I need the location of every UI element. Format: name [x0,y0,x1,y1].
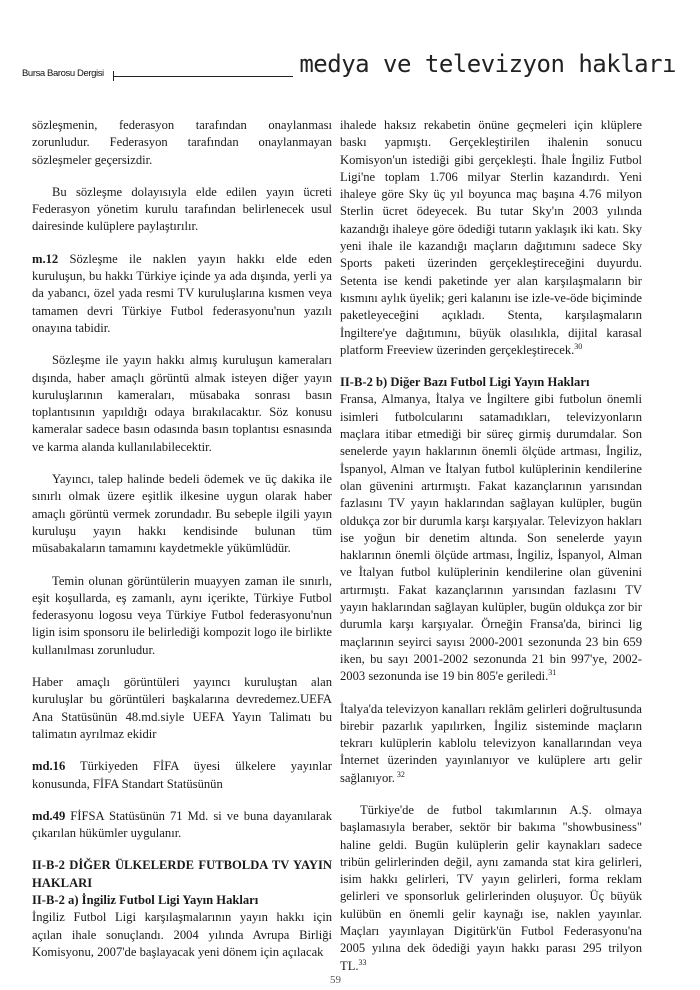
paragraph: İngiliz Futbol Ligi karşılaşmalarının yayın hakkı için açılan ihale sonuçlandı. 2004 yılında Avrupa Birliği Komisyonu, 2007'de başlayacak yeni dönem için açılacak [32,910,332,959]
subsection-heading: II-B-2 a) İngiliz Futbol Ligi Yayın Hakları [32,892,259,907]
paragraph: md.16 Türkiyeden FİFA üyesi ülkelere yayınlar konusunda, FİFA Standart Statüsünün [32,759,332,791]
page-number: 59 [330,974,341,986]
paragraph: Haber amaçlı görüntüleri yayıncı kuruluştan alan kuruluşlar bu görüntüleri başkalarına devredemez.UEFA Ana Statüsünün 48.md.siyle UEFA Yayın Talimatı bu talimatın ayrılmaz ekidir [32,675,332,741]
article-label: m.12 [32,251,59,266]
journal-name: Bursa Barosu Dergisi [22,68,104,79]
paragraph: Türkiye'de de futbol takımlarının A.Ş. olmaya başlamasıyla beraber, sektör bir bakıma "showbusiness" haline geldi. Bugün kulüplerin gelir kaynakları sadece tribün gelirlerinden değil, aynı zamanda stat kira gelirleri, isim hakkı gelirleri, TV yayın gelirleri, forma reklam gelirleri ve sponsorluk gelirlerinden oluşuyor. Üç büyük kulübün en önemli gelir kaynağı ise, naklen yayınlar. Maçları yayınlayan Digitürk'ün Futbol Federasyonu'na 2005 yılına dek ödediği yayın hakkı parası 295 trilyon TL.$^{33}$ [340,802,642,973]
paragraph: md.49 FİFSA Statüsünün 71 Md. si ve buna dayanılarak çıkarılan hükümler uygulanır. [32,808,332,841]
subsection-heading: II-B-2 b) Diğer Bazı Futbol Ligi Yayın Hakları [340,375,590,390]
paragraph: m.12 Sözleşme ile naklen yayın hakkı elde eden kuruluşun, bu hakkı Türkiye içinde ya ada dışında, yerli ya da yabancı, özel yada resmi TV kuruluşlarına kısmen veya tamamen devri Türkiye Futbol federasyonu'nun yazılı onayına tabidir. [32,251,332,335]
paragraph: sözleşmenin, federasyon tarafından onaylanması zorunludur. Federasyon tarafından onaylanmayan sözleşmeler geçersizdir. [32,118,332,167]
footnote-ref: 32 [394,769,405,779]
paragraph: Bu sözleşme dolayısıyla elde edilen yayın ücreti Federasyon yönetim kurulu tarafından belirlenecek usul dairesinde kulüplere paylaştırılır. [32,184,332,234]
paragraph: ihalede haksız rekabetin önüne geçmeleri için klüplere baskı yapmıştı. Gerçekleştirilen ihalenin sonucu Komisyon'un istediği gibi gerçekleşti. İhale İngiliz Futbol Ligi'ne toplam 1.706 milyar Sterlin kazandırdı. Yeni ihaleye göre Sky üç yıl boyunca maç başına 4.76 milyon Sterlin ücret ödeyecek. Bu tutar Sky'ın 2003 yılında kazandığı ihaleye göre ödediği tutarın yaklaşık iki katı. Sky yeni ihale ile kazandığı maçların dağıtımını sadece Sky Sports paketi üzerinden gerçekleştireceğini duyurdu. Setenta ise kendi paketinde yer alan karşılaşmaların bir kısmını aylık üyelik; geri kalanını ise izle-ve-öde biçiminde paketleyeceğini açıkladı. Stenta, karşılaşmaların İngiltere'ye dağıtımını, büyük olasılıkla, dijital karasal platform Freeview üzerinden gerçekleştirecek.$^{30}$ [340,118,642,357]
right-column [340,117,642,990]
paragraph: Fransa, Almanya, İtalya ve İngiltere gibi futbolun önemli isimleri futbolcularını satamadıkları, televizyonların maçlara itibar etmediği bir süreç girmiş durumdalar. Son senelerde yayın haklarının önemli ölçüde artması, İngiliz, İspanyol, Alman ve İtalyan futbol kulüplerinin kendilerine olan güvenini artırmıştı. Fakat kazançlarının yarısından fazlasını TV yayın haklarından sağlayan kulüpler, bugün oldukça zor bir durumla karşı karşıyalar. Televizyon hakları ise yoğun bir denetim altında. Son senelerde yayın haklarının önemli ölçüde artması, İngiliz, İspanyol, Alman ve İtalyan futbol kulüplerinin kendilerine olan güvenini artırmıştı. Fakat kazançlarının yarısından fazlasını TV yayın haklarından sağlayan kulüpler, bugün oldukça zor bir durumla karşı karşıyalar. Örneğin Fransa'da, birinci lig maçlarının seyirci sayısı 2000-2001 sezonunda 23 bin 659 iken, bu sayı 2001-2002 sezonunda 21 bin 997'ye, 2002-2003 sezonunda ise 19 bin 805'e geriledi.$^{31}$ [340,392,642,684]
paragraph: Yayıncı, talep halinde bedeli ödemek ve üç dakika ile sınırlı olmak üzere eşitlik ilkesine uygun olarak haber amaçlı görüntü vermek zorundadır. Bu sebeple ilgili yayın kuruluşu yayın hakkı kendisinde bulunan tüm müsabakaların tamamını kaydetmekle yükümlüdür. [32,472,332,556]
left-column [32,117,332,961]
section-title: medya ve televizyon hakları [293,50,676,78]
article-label: md.16 [32,759,66,774]
section-heading: II-B-2 DİĞER ÜLKELERDE FUTBOLDA TV YAYIN HAKLARI [32,858,332,890]
footnote-ref: 31 [548,668,557,678]
paragraph: Sözleşme ile yayın hakkı almış kuruluşun kameraları dışında, haber amaçlı görüntü almak isteyen diğer yayın kuruluşlarının kameraları, müsabaka sonrası basın toplantısının yapıldığı odaya bırakılacaktır. Söz konusu kameralar sadece basın odasında basın toplantısı esnasında ve karma alanda kullanılabilecektir. [32,353,332,454]
paragraph: İtalya'da televizyon kanalları reklâm gelirleri doğrultusunda birebir pazarlık yapılırken, İngiliz sisteminde maçların tekrarı kulüplerin kablolu televizyon kanallarından veya İnternet üzerinden yayınlanıyor ve kulüplere artı gelir sağlanıyor. $^{32}$ [340,701,642,785]
footnote-ref: 33 [358,957,367,967]
paragraph: Temin olunan görüntülerin muayyen zaman ile sınırlı, eşit koşullarda, eş zamanlı, aynı içerikte, Türkiye Futbol federasyonu logosu veya Türkiye Futbol federasyonu'nun ligin isim sponsoru ile belirlediği kompozit logo ile birlikte kullanılması zorunludur. [32,573,332,657]
page-header [0,44,700,94]
article-label: md.49 [32,808,66,823]
footnote-ref: 30 [574,341,583,351]
